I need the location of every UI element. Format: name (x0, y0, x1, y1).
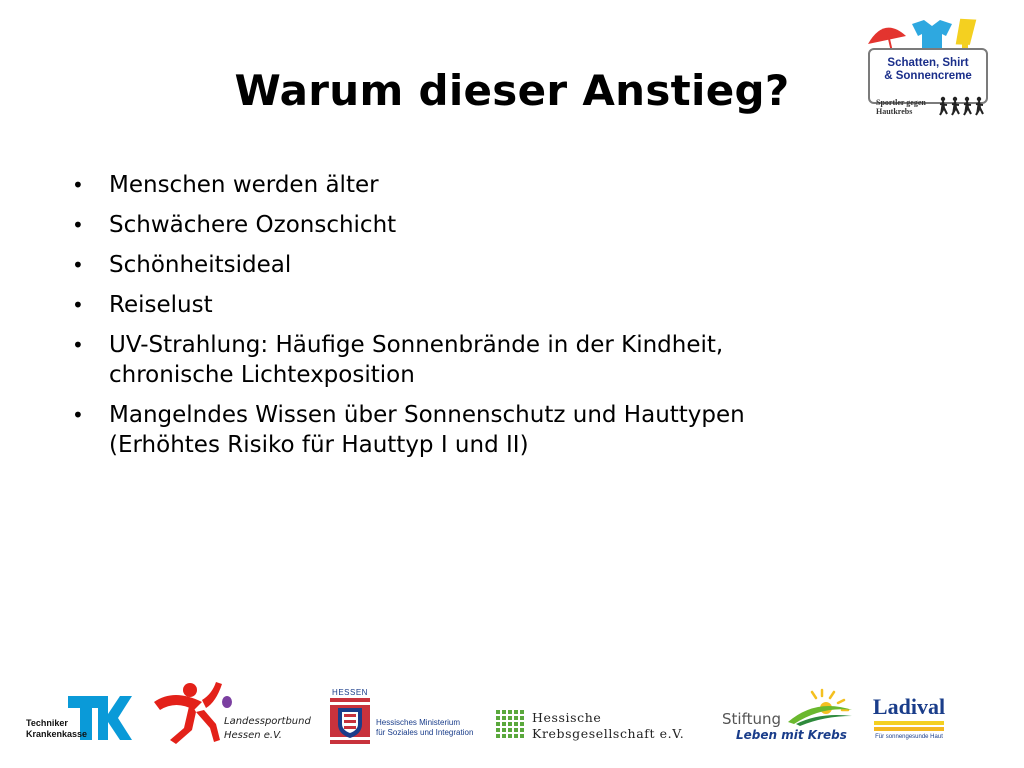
bullet-list (72, 170, 832, 470)
bullet-item (72, 250, 832, 280)
lsb-name: Landessportbund Hessen e.V. (224, 716, 311, 741)
campaign-subtitle: Sportler gegen Hautkrebs (876, 98, 926, 116)
bullet-icon: • (72, 173, 84, 197)
slmk-stiftung: Stiftung (722, 710, 782, 728)
lsb-logo (150, 680, 310, 744)
bullet-icon: • (72, 333, 84, 357)
hessen-ministry-name: Hessisches Ministerium für Soziales und Integration (376, 718, 474, 737)
hessen-crest-icon (330, 698, 370, 744)
green-dot-grid-icon (496, 710, 526, 742)
bullet-item (72, 210, 832, 240)
campaign-logo (862, 14, 992, 118)
slmk-logo (722, 686, 856, 744)
hessen-ministry-logo (330, 688, 490, 744)
bullet-text: Schwächere Ozonschicht (109, 212, 397, 238)
bullet-item (72, 290, 832, 320)
runners-icon (938, 96, 988, 116)
bullet-text: Reiselust (109, 292, 213, 318)
tk-logo (26, 694, 132, 744)
bullet-text: UV-Strahlung: Häufige Sonnenbrände in der Kindheit, chronische Lichtexposition (109, 332, 724, 388)
bullet-text: Schönheitsideal (109, 252, 292, 278)
bullet-icon: • (72, 253, 84, 277)
bullet-icon: • (72, 213, 84, 237)
ladival-tagline: Für sonnengesunde Haut (875, 734, 943, 740)
ladival-name: Ladival (872, 694, 946, 719)
ladival-logo (868, 694, 950, 744)
hessen-label: HESSEN (332, 688, 368, 697)
bullet-icon: • (72, 403, 84, 427)
bullet-item (72, 400, 832, 460)
hkg-name: Hessische Krebsgesellschaft e.V. (532, 710, 685, 741)
bullet-icon: • (72, 293, 84, 317)
slide-title: Warum dieser Anstieg? (234, 66, 790, 116)
ladival-stripe-icon (868, 721, 950, 733)
bullet-item (72, 330, 832, 390)
tk-name: Techniker Krankenkasse (26, 718, 88, 739)
bullet-text: Menschen werden älter (109, 172, 379, 198)
bullet-text: Mangelndes Wissen über Sonnenschutz und Hauttypen (Erhöhtes Risiko für Hauttyp I und II) (109, 402, 745, 458)
hkg-logo (496, 708, 706, 744)
slmk-leben: Leben mit Krebs (736, 728, 847, 742)
sunrise-swoosh-icon (786, 686, 856, 726)
bullet-item (72, 170, 832, 200)
campaign-title: Schatten, Shirt & Sonnencreme (884, 57, 972, 82)
